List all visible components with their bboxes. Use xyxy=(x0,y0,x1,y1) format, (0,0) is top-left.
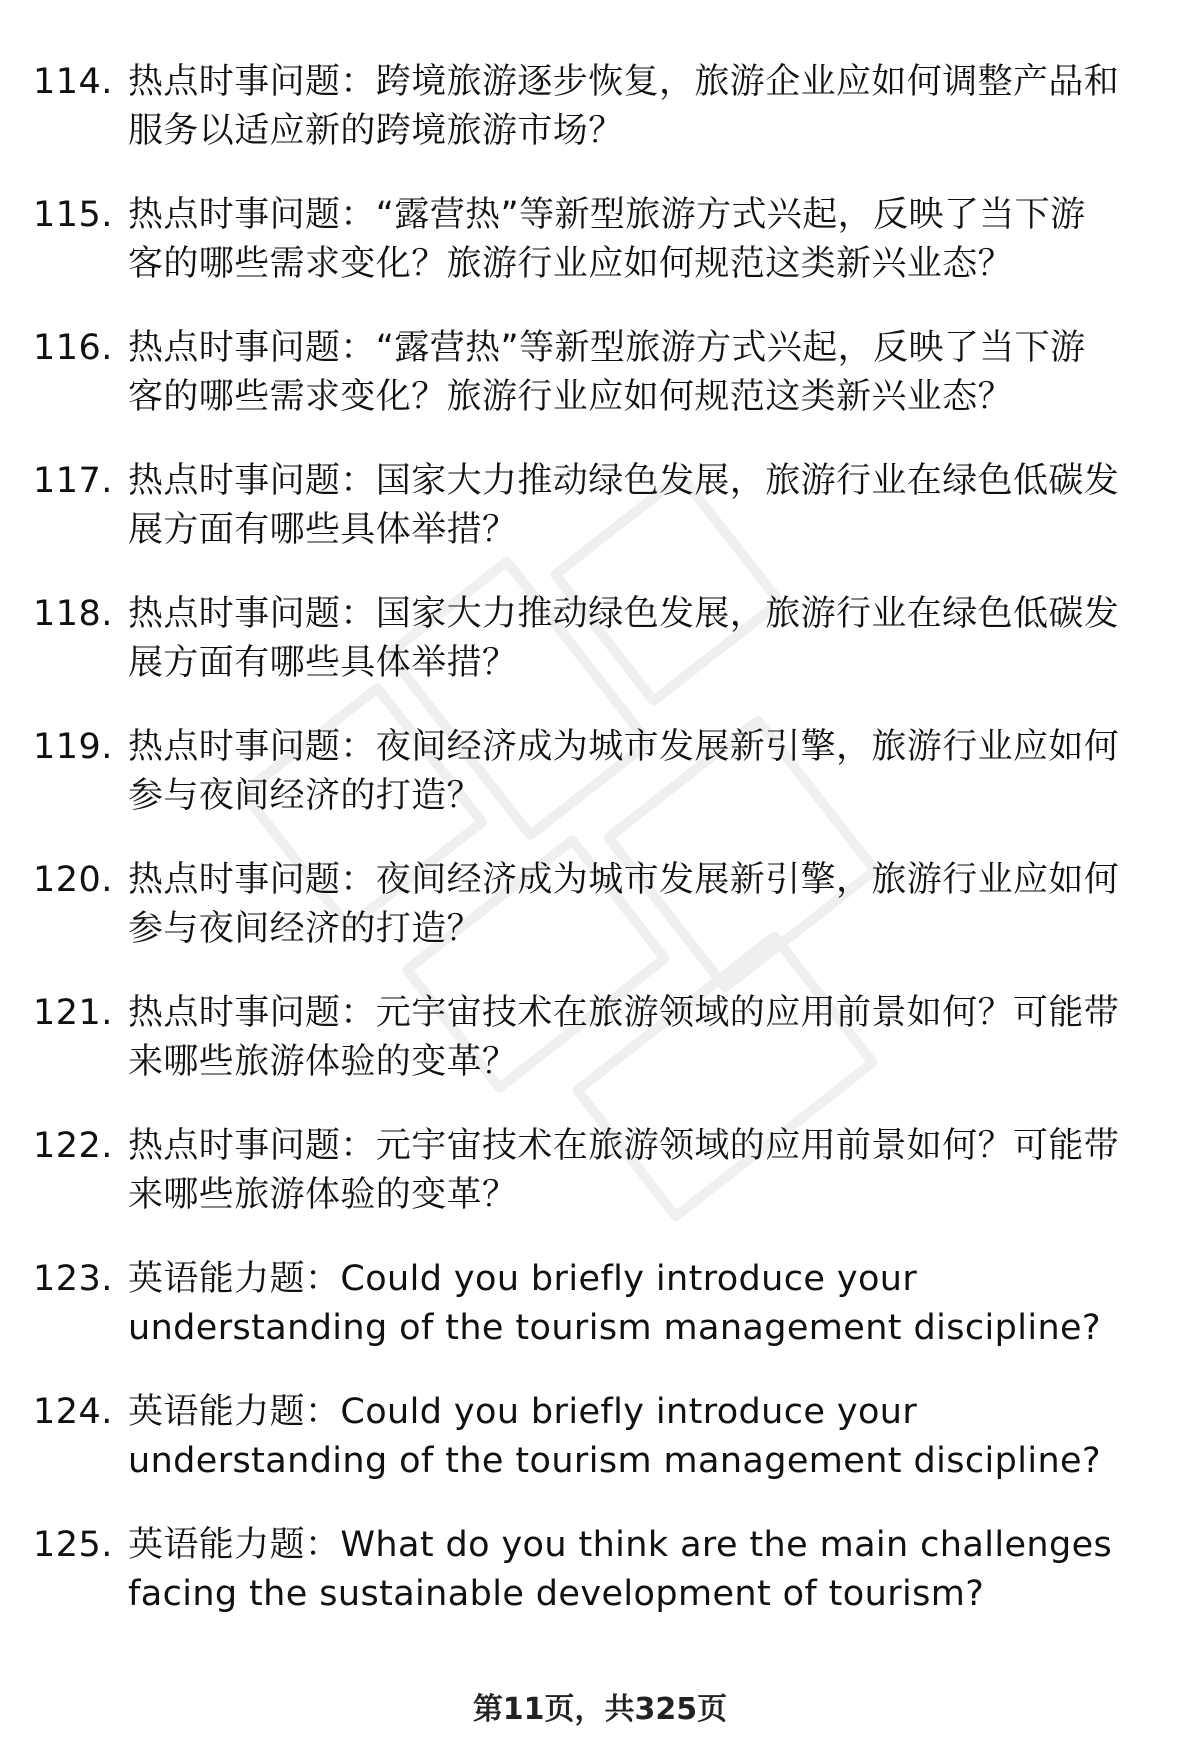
question-item xyxy=(33,1521,1153,1654)
question-item xyxy=(33,1388,1153,1521)
question-item xyxy=(33,1122,1153,1255)
question-text: 热点时事问题：“露营热”等新型旅游方式兴起，反映了当下游 客的哪些需求变化？旅游行业应如何规范这类新兴业态？ xyxy=(128,195,1086,284)
question-item xyxy=(33,457,1153,590)
question-text: 英语能力题：Could you briefly introduce your understanding of the tourism management discipline? xyxy=(128,1259,1101,1348)
question-item xyxy=(33,191,1153,324)
question-text: 英语能力题：Could you briefly introduce your understanding of the tourism management discipline? xyxy=(128,1392,1101,1481)
question-text: 热点时事问题：夜间经济成为城市发展新引擎，旅游行业应如何 参与夜间经济的打造？ xyxy=(128,860,1120,949)
question-text: 热点时事问题：跨境旅游逐步恢复，旅游企业应如何调整产品和 服务以适应新的跨境旅游市场？ xyxy=(128,62,1120,151)
question-text: 热点时事问题：元宇宙技术在旅游领域的应用前景如何？可能带 来哪些旅游体验的变革？ xyxy=(128,1126,1120,1215)
question-number: 124. xyxy=(33,1392,113,1432)
question-text: 热点时事问题：“露营热”等新型旅游方式兴起，反映了当下游 客的哪些需求变化？旅游行业应如何规范这类新兴业态？ xyxy=(128,328,1086,417)
question-text: 热点时事问题：元宇宙技术在旅游领域的应用前景如何？可能带 来哪些旅游体验的变革？ xyxy=(128,993,1120,1082)
question-list xyxy=(33,58,1153,1654)
question-number: 125. xyxy=(33,1525,113,1565)
question-number: 114. xyxy=(33,62,113,102)
question-number: 116. xyxy=(33,328,113,368)
question-item xyxy=(33,1255,1153,1388)
question-text: 热点时事问题：国家大力推动绿色发展，旅游行业在绿色低碳发 展方面有哪些具体举措？ xyxy=(128,461,1120,550)
question-number: 115. xyxy=(33,195,113,235)
question-item xyxy=(33,856,1153,989)
page-footer: 第11页，共325页 xyxy=(472,1692,728,1727)
question-number: 122. xyxy=(33,1126,113,1166)
question-number: 117. xyxy=(33,461,113,501)
question-number: 119. xyxy=(33,727,113,767)
question-number: 123. xyxy=(33,1259,113,1299)
question-text: 热点时事问题：夜间经济成为城市发展新引擎，旅游行业应如何 参与夜间经济的打造？ xyxy=(128,727,1120,816)
question-number: 118. xyxy=(33,594,113,634)
question-text: 英语能力题：What do you think are the main challenges facing the sustainable development of tourism? xyxy=(128,1525,1113,1614)
question-number: 121. xyxy=(33,993,113,1033)
question-item xyxy=(33,989,1153,1122)
question-number: 120. xyxy=(33,860,113,900)
question-text: 热点时事问题：国家大力推动绿色发展，旅游行业在绿色低碳发 展方面有哪些具体举措？ xyxy=(128,594,1120,683)
question-item xyxy=(33,58,1153,191)
question-item xyxy=(33,324,1153,457)
question-item xyxy=(33,590,1153,723)
question-item xyxy=(33,723,1153,856)
